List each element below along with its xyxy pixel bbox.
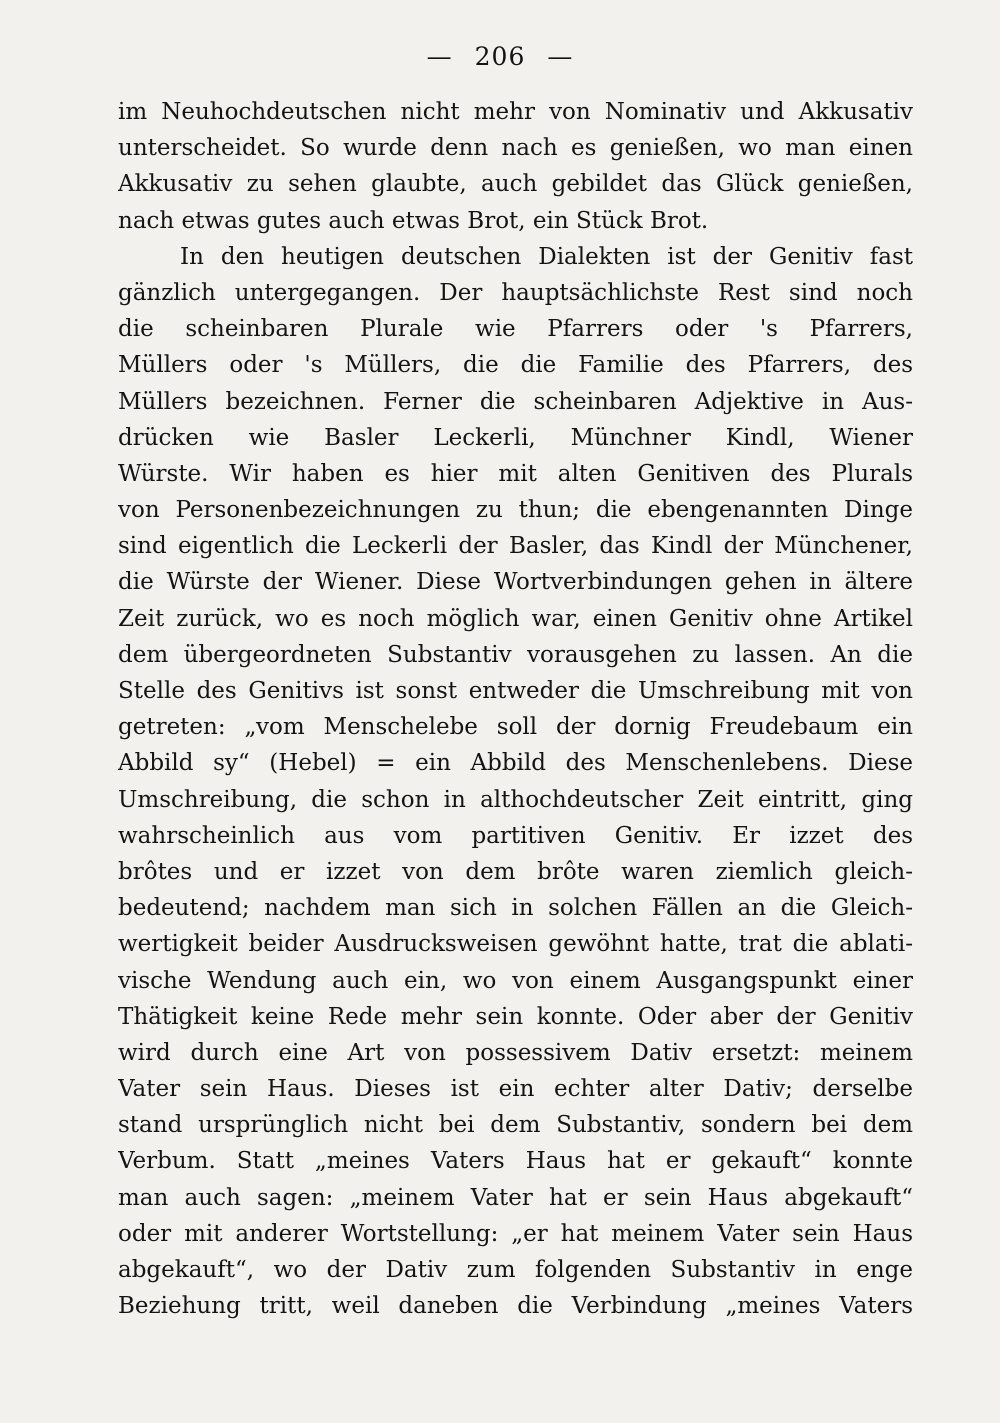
body-text — [118, 94, 913, 1324]
text-line: Abbild sy“ (Hebel) = ein Abbild des Menschenlebens. Diese — [118, 750, 913, 777]
text-line: Vater sein Haus. Dieses ist ein echter alter Dativ; derselbe — [118, 1076, 913, 1103]
text-line: man auch sagen: „meinem Vater hat er sein Haus abgekauft“ — [118, 1184, 913, 1211]
text-line: Zeit zurück, wo es noch möglich war, einen Genitiv ohne Artikel — [118, 605, 913, 632]
text-line: stand ursprünglich nicht bei dem Substantiv, sondern bei dem — [118, 1112, 913, 1139]
text-line: Beziehung tritt, weil daneben die Verbindung „meines Vaters — [118, 1293, 913, 1320]
header-dash-left: — — [426, 42, 453, 71]
text-line: wahrscheinlich aus vom partitiven Genitiv. Er izzet des — [118, 822, 913, 849]
page-header — [0, 42, 1000, 71]
header-dash-right: — — [547, 42, 574, 71]
text-line: Akkusativ zu sehen glaubte, auch gebildet das Glück genießen, — [118, 171, 913, 198]
text-line: brôtes und er izzet von dem brôte waren ziemlich gleich- — [118, 858, 913, 885]
text-line: getreten: „vom Menschelebe soll der dornig Freudebaum ein — [118, 714, 913, 741]
text-line: wird durch eine Art von possessivem Dativ ersetzt: meinem — [118, 1039, 913, 1066]
text-line: Würste. Wir haben es hier mit alten Genitiven des Plurals — [118, 460, 913, 487]
text-line: im Neuhochdeutschen nicht mehr von Nominativ und Akkusativ — [118, 99, 913, 125]
text-line: drücken wie Basler Leckerli, Münchner Kindl, Wiener — [118, 424, 913, 451]
text-line: unterscheidet. So wurde denn nach es genießen, wo man einen — [118, 135, 913, 162]
text-line: die Würste der Wiener. Diese Wortverbindungen gehen in ältere — [118, 569, 913, 596]
text-line: Stelle des Genitivs ist sonst entweder die Umschreibung mit von — [118, 678, 913, 704]
text-line: Thätigkeit keine Rede mehr sein konnte. Oder aber der Genitiv — [118, 1003, 913, 1030]
text-line: bedeutend; nachdem man sich in solchen Fällen an die Gleich- — [118, 895, 913, 922]
text-line: nach etwas gutes auch etwas Brot, ein Stück Brot. — [118, 207, 709, 234]
text-line: von Personenbezeichnungen zu thun; die ebengenannten Dinge — [118, 497, 913, 524]
text-line: Verbum. Statt „meines Vaters Haus hat er gekauft“ konnte — [118, 1148, 913, 1175]
text-line: Müllers oder 's Müllers, die die Familie des Pfarrers, des — [118, 352, 913, 379]
text-line: abgekauft“, wo der Dativ zum folgenden Substantiv in enge — [118, 1257, 913, 1283]
text-line: Umschreibung, die schon in althochdeutscher Zeit eintritt, ging — [118, 786, 913, 813]
text-line: die scheinbaren Plurale wie Pfarrers oder 's Pfarrers, — [118, 316, 913, 343]
text-line: oder mit anderer Wortstellung: „er hat meinem Vater sein Haus — [118, 1220, 913, 1247]
text-line: sind eigentlich die Leckerli der Basler, das Kindl der Münchener, — [118, 533, 913, 560]
paragraph-start-line: In den heutigen deutschen Dialekten ist der Genitiv fast — [180, 243, 913, 270]
page-number: 206 — [474, 42, 526, 71]
text-line: gänzlich untergegangen. Der hauptsächlichste Rest sind noch — [118, 279, 913, 306]
text-line: Müllers bezeichnen. Ferner die scheinbaren Adjektive in Aus- — [118, 388, 913, 415]
text-line: wertigkeit beider Ausdrucksweisen gewöhnt hatte, trat die ablati- — [118, 931, 913, 958]
text-line: vische Wendung auch ein, wo von einem Ausgangspunkt einer — [118, 967, 913, 994]
text-line: dem übergeordneten Substantiv vorausgehen zu lassen. An die — [118, 641, 913, 668]
